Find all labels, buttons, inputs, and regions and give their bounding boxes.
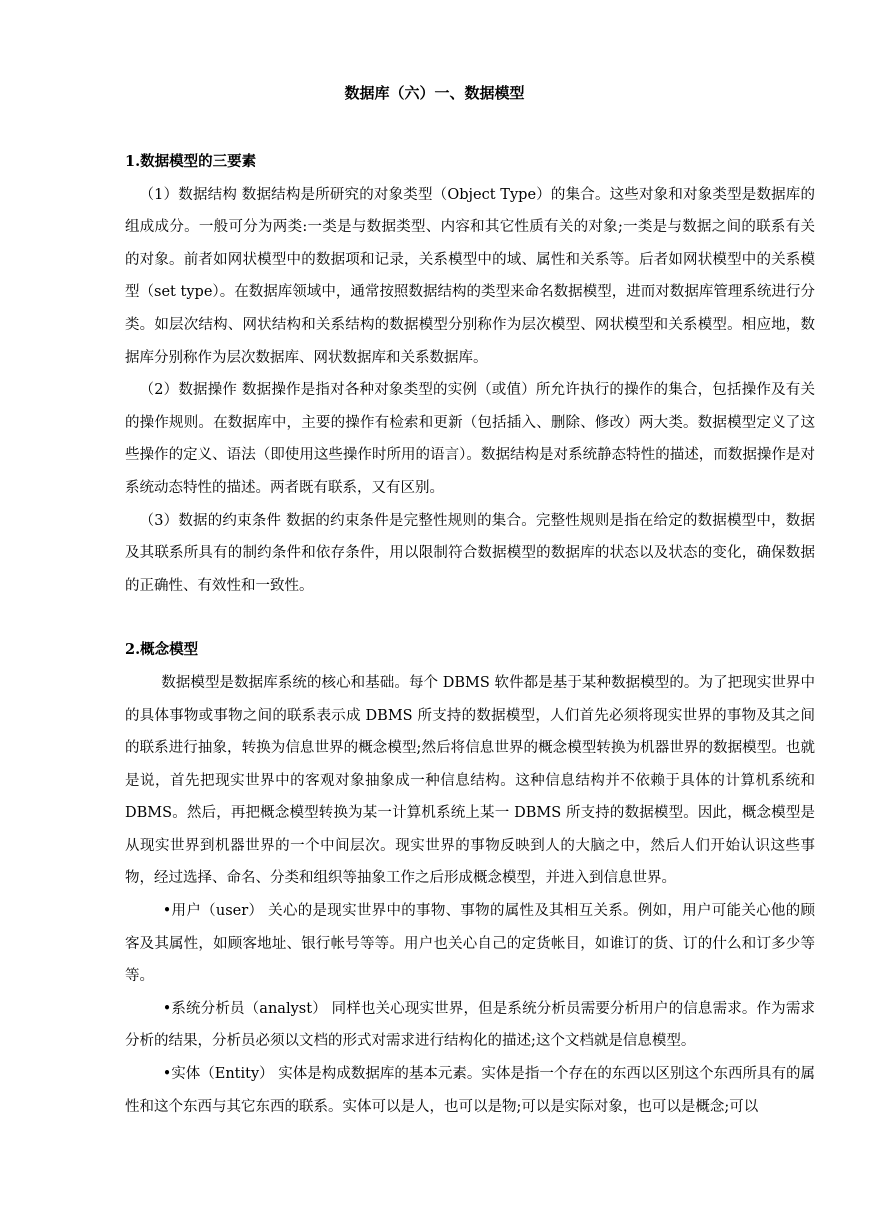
page-title: 数据库（六）一、数据模型: [344, 84, 525, 102]
section-spacer: [125, 602, 815, 634]
section-2-bullet-entity: •实体（Entity） 实体是构成数据库的基本元素。实体是指一个存在的东西以区别这个东西所具有的属性和这个东西与其它东西的联系。实体可以是人，也可以是物;可以是实际对象，也可以是概念;可以: [125, 1066, 815, 1115]
section-1-paragraph-2: （2）数据操作 数据操作是指对各种对象类型的实例（或值）所允许执行的操作的集合，包括操作及有关的操作规则。在数据库中，主要的操作有检索和更新（包括插入、删除、修改）两大类。数据模型定义了这些操作的定义、语法（即使用这些操作时所用的语言）。数据结构是对系统静态特性的描述，而数据操作是对系统动态特性的描述。两者既有联系，又有区别。: [125, 382, 815, 496]
section-2-heading: 2.概念模型: [125, 641, 199, 659]
section-2-bullet-analyst: •系统分析员（analyst） 同样也关心现实世界，但是系统分析员需要分析用户的信息需求。作为需求分析的结果，分析员必须以文档的形式对需求进行结构化的描述;这个文档就是信息模型。: [125, 1000, 815, 1050]
section-2-bullet-user: •用户（user） 关心的是现实世界中的事物、事物的属性及其相互关系。例如，用户可能关心他的顾客及其属性，如顾客地址、银行帐号等等。用户也关心自己的定货帐目，如谁订的货、订的什么和订多少等等。: [125, 903, 815, 985]
document-body: [125, 146, 815, 1123]
section-2-paragraph-1: 数据模型是数据库系统的核心和基础。每个 DBMS 软件都是基于某种数据模型的。为了把现实世界中的具体事物或事物之间的联系表示成 DBMS 所支持的数据模型，人们首先必须将现实世界的事物及其之间的联系进行抽象，转换为信息世界的概念模型;然后将信息世界的概念模型转换为机器世界的数据模型。也就是说，首先把现实世界中的客观对象抽象成一种信息结构。这种信息结构并不依赖于具体的计算机系统和 DBMS。然后，再把概念模型转换为某一计算机系统上某一 DBMS 所支持的数据模型。因此，概念模型是从现实世界到机器世界的一个中间层次。现实世界的事物反映到人的大脑之中，然后人们开始认识这些事物，经过选择、命名、分类和组织等抽象工作之后形成概念模型，并进入到信息世界。: [125, 674, 815, 887]
section-1-paragraph-1: （1）数据结构 数据结构是所研究的对象类型（Object Type）的集合。这些对象和对象类型是数据库的组成成分。一般可分为两类:一类是与数据类型、内容和其它性质有关的对象;一类是与数据之间的联系有关的对象。前者如网状模型中的数据项和记录，关系模型中的域、属性和关系等。后者如网状模型中的关系模型（set type）。在数据库领域中，通常按照数据结构的类型来命名数据模型，进而对数据库管理系统进行分类。如层次结构、网状结构和关系结构的数据模型分别称作为层次模型、网状模型和关系模型。相应地，数据库分别称作为层次数据库、网状数据库和关系数据库。: [125, 186, 815, 366]
section-1-paragraph-3: （3）数据的约束条件 数据的约束条件是完整性规则的集合。完整性规则是指在给定的数据模型中，数据及其联系所具有的制约条件和依存条件，用以限制符合数据模型的数据库的状态以及状态的变化，确保数据的正确性、有效性和一致性。: [125, 512, 815, 594]
section-1-heading: 1.数据模型的三要素: [125, 153, 257, 170]
